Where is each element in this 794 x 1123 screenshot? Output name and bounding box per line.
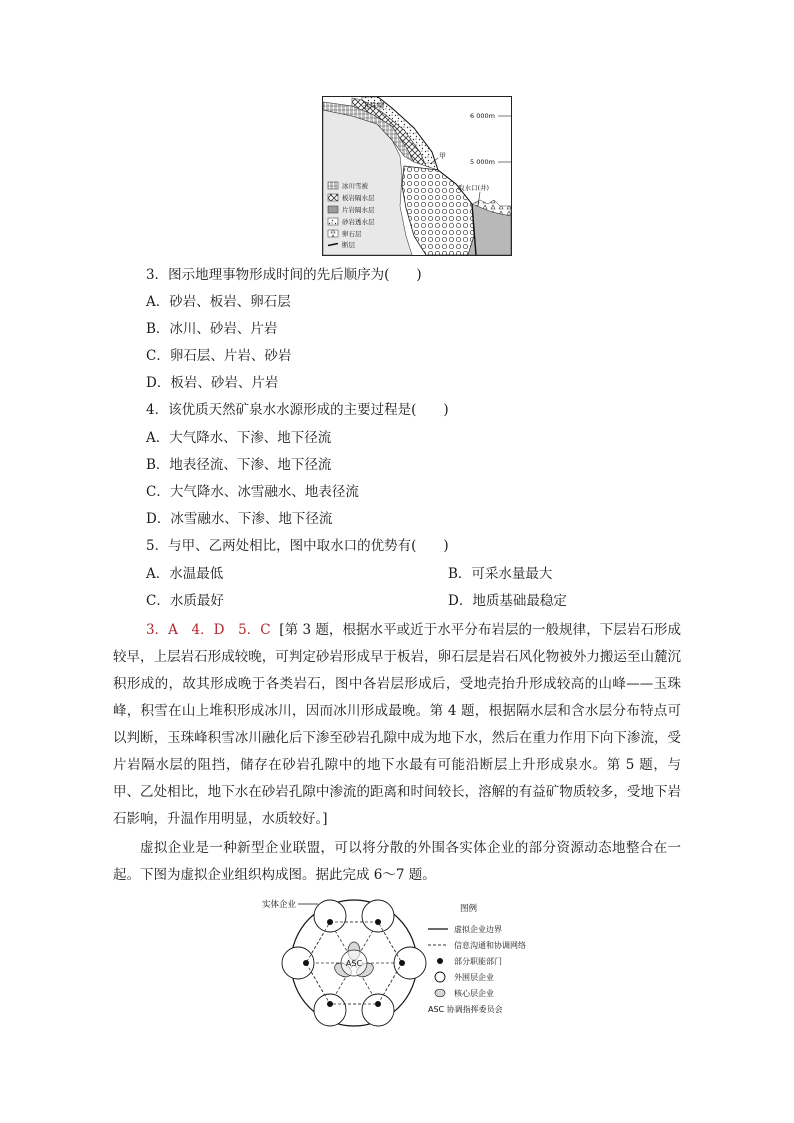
question-3-option-c: C．卵石层、片岩、砂岩 bbox=[146, 348, 292, 364]
question-4-option-d: D．冰雪融水、下渗、地下径流 bbox=[146, 511, 333, 527]
jia-label: 甲 bbox=[439, 152, 446, 160]
question-4-option-c: C．大气降水、冰雪融水、地表径流 bbox=[146, 484, 359, 500]
question-3-stem: 3．图示地理事物形成时间的先后顺序为( ) bbox=[146, 267, 422, 283]
question-3-option-b: B．冰川、砂岩、片岩 bbox=[146, 321, 278, 337]
answer-text: [第 3 题，根据水平或近于水平分布岩层的一般规律，下层岩石形成较早，上层岩石形成较晚，可判定砂岩形成早于板岩，卵石层是岩石风化物被外力搬运至山麓沉积形成的，故其形成晚于各类岩石，图中各岩层形成后，受地壳抬升形成较高的山峰——玉珠峰，积雪在山上堆积形成冰川，因而冰川形成最晚。第 4 题，根据隔水层和含水层分布特点可以判断，玉珠峰积雪冰川融化后下渗至砂岩孔隙中成为地下水，然后在重力作用下向下渗流，受片岩隔水层的阻挡，储存在砂岩孔隙中的地下水最有可能沿断层上升形成泉水。第 5 题，与甲、乙处相比，地下水在砂岩孔隙中渗流的距离和时间较长，溶解的有益矿物质较多，受地下岩石影响，升温作用明显，水质较好。] bbox=[113, 622, 681, 827]
question-4-option-a: A．大气降水、下渗、地下径流 bbox=[146, 430, 332, 446]
legend-peripheral: 外围层企业 bbox=[454, 973, 494, 982]
answer-key: 3．A 4．D 5．C bbox=[146, 622, 271, 638]
question-5-option-d: D．地质基础最稳定 bbox=[448, 593, 567, 609]
question-3-option-a: A．砂岩、板岩、卵石层 bbox=[146, 294, 291, 310]
legend-sandstone: 砂岩透水层 bbox=[342, 218, 375, 226]
legend-network: 信息沟通和协调网络 bbox=[454, 941, 526, 950]
asc-center-label: ASC bbox=[345, 959, 363, 968]
peak-label: 玉珠峰 bbox=[362, 101, 385, 110]
intake-label: 取水口(井) bbox=[458, 184, 490, 192]
legend-glacier: 冰川雪被 bbox=[342, 182, 368, 190]
elevation-6000-label: 6 000m bbox=[470, 112, 495, 120]
geology-figure bbox=[322, 96, 512, 256]
legend-departments: 部分职能部门 bbox=[454, 957, 502, 966]
legend-schist: 片岩隔水层 bbox=[342, 206, 375, 214]
question-4-stem: 4．该优质天然矿泉水水源形成的主要过程是( ) bbox=[146, 402, 449, 418]
virtual-enterprise-figure bbox=[262, 894, 562, 1028]
entity-enterprise-label: 实体企业 bbox=[262, 900, 297, 910]
answer-explanation bbox=[113, 617, 681, 833]
elevation-5000-label: 5 000m bbox=[470, 158, 495, 166]
legend-core: 核心层企业 bbox=[454, 989, 494, 998]
question-5-stem: 5．与甲、乙两处相比，图中取水口的优势有( ) bbox=[146, 538, 449, 554]
legend-slate: 板岩隔水层 bbox=[342, 194, 375, 202]
question-5-option-c: C．水质最好 bbox=[146, 593, 224, 609]
virtual-enterprise-intro: 虚拟企业是一种新型企业联盟，可以将分散的外围各实体企业的部分资源动态地整合在一起。下图为虚拟企业组织构成图。据此完成 6～7 题。 bbox=[113, 840, 681, 883]
virtual-enterprise-legend bbox=[428, 903, 526, 1014]
legend-asc: ASC 协调指挥委员会 bbox=[428, 1005, 503, 1014]
legend-gravel: 卵石层 bbox=[342, 230, 362, 238]
legend-title: 图例 bbox=[460, 904, 478, 914]
question-5-option-a: A．水温最低 bbox=[146, 566, 224, 582]
legend-boundary: 虚拟企业边界 bbox=[454, 925, 502, 934]
question-4-option-b: B．地表径流、下渗、地下径流 bbox=[146, 457, 332, 473]
question-3-option-d: D．板岩、砂岩、片岩 bbox=[146, 375, 279, 391]
legend-fault: 断层 bbox=[342, 241, 355, 249]
question-5-option-b: B．可采水量最大 bbox=[448, 566, 553, 582]
